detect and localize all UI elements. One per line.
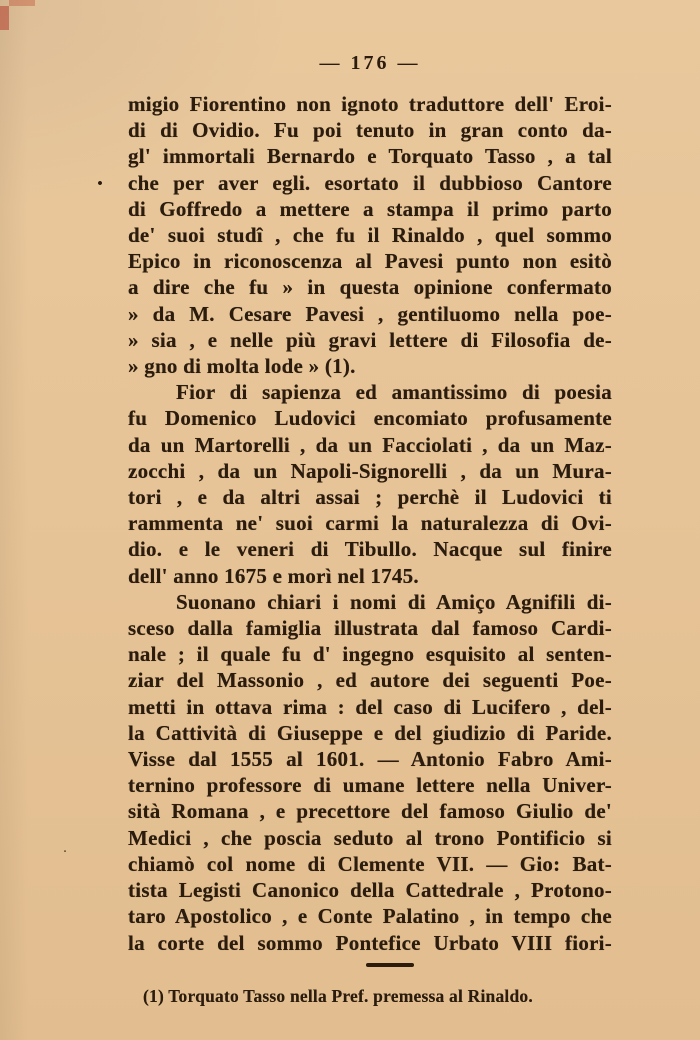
text-line: nale ; il quale fu d' ingegno esquisito al senten- [128, 642, 612, 667]
text-line: Suonano chiari i nomi di Amiço Agnifili di- [176, 589, 612, 614]
text-line: Visse dal 1555 al 1601. — Antonio Fabro Ami- [128, 747, 612, 772]
scan-edge-artifact [0, 6, 9, 30]
text-line: fu Domenico Ludovici encomiato profusamente [128, 406, 612, 431]
paragraph-1 [128, 91, 612, 379]
scan-edge-artifact [9, 0, 35, 6]
text-line: a dire che fu » in questa opinione confermato [128, 275, 612, 300]
footnote-text: (1) Torquato Tasso nella Pref. premessa al Rinaldo. [143, 986, 533, 1006]
text-line: gl' immortali Bernardo e Torquato Tasso , a tal [128, 144, 612, 169]
paragraph-2 [128, 379, 612, 589]
text-line: ternino professore di umane lettere nella Univer- [128, 773, 612, 798]
text-line: » gno di molta lode » (1). [128, 354, 356, 379]
page-number-header: — 176 — [319, 52, 421, 74]
text-line: di di Ovidio. Fu poi tenuto in gran conto da- [128, 118, 612, 143]
text-line: zocchi , da un Napoli-Signorelli , da un Mura- [128, 458, 612, 483]
text-line: la Cattività di Giuseppe e del giudizio di Paride. [128, 720, 612, 745]
paragraph-3 [128, 589, 612, 956]
text-line: dell' anno 1675 e morì nel 1745. [128, 563, 419, 588]
text-line: da un Martorelli , da un Facciolati , da un Maz- [128, 432, 612, 457]
text-line: » sia , e nelle più gravi lettere di Filosofia de- [128, 327, 612, 352]
text-line: sceso dalla famiglia illustrata dal famoso Cardi- [128, 616, 612, 641]
text-line: chiamò col nome di Clemente VII. — Gio: Bat- [128, 851, 612, 876]
text-line: tista Legisti Canonico della Cattedrale , Protono- [128, 878, 612, 903]
text-line: di Goffredo a mettere a stampa il primo parto [128, 196, 612, 221]
text-line: dio. e le veneri di Tibullo. Nacque sul finire [128, 537, 612, 562]
text-block [128, 91, 612, 956]
text-line: rammenta ne' suoi carmi la naturalezza di Ovi- [128, 511, 612, 536]
text-line: » da M. Cesare Pavesi , gentiluomo nella poe- [128, 301, 612, 326]
text-line: sità Romana , e precettore del famoso Giulio de' [128, 799, 612, 824]
text-line: Fior di sapienza ed amantissimo di poesia [176, 380, 612, 405]
text-line: de' suoi studî , che fu il Rinaldo , quel sommo [128, 223, 612, 248]
text-line: la corte del sommo Pontefice Urbato VIII fiori- [128, 930, 612, 955]
text-line: metti in ottava rima : del caso di Lucifero , del- [128, 694, 612, 719]
text-line: che per aver egli. esortato il dubbioso Cantore [128, 170, 612, 195]
text-line: migio Fiorentino non ignoto traduttore dell' Eroi- [128, 92, 612, 116]
text-line: Medici , che poscia seduto al trono Pontificio si [128, 825, 612, 850]
text-line: taro Apostolico , e Conte Palatino , in tempo che [128, 904, 612, 929]
margin-speck: . [63, 843, 67, 855]
text-line: Epico in riconoscenza al Pavesi punto non esitò [128, 249, 612, 274]
text-line: tori , e da altri assai ; perchè il Ludovici ti [128, 485, 612, 510]
margin-annotation-dot: • [97, 176, 103, 192]
footnote-separator-rule [366, 963, 414, 967]
text-line: ziar del Massonio , ed autore dei seguenti Poe- [128, 668, 612, 693]
